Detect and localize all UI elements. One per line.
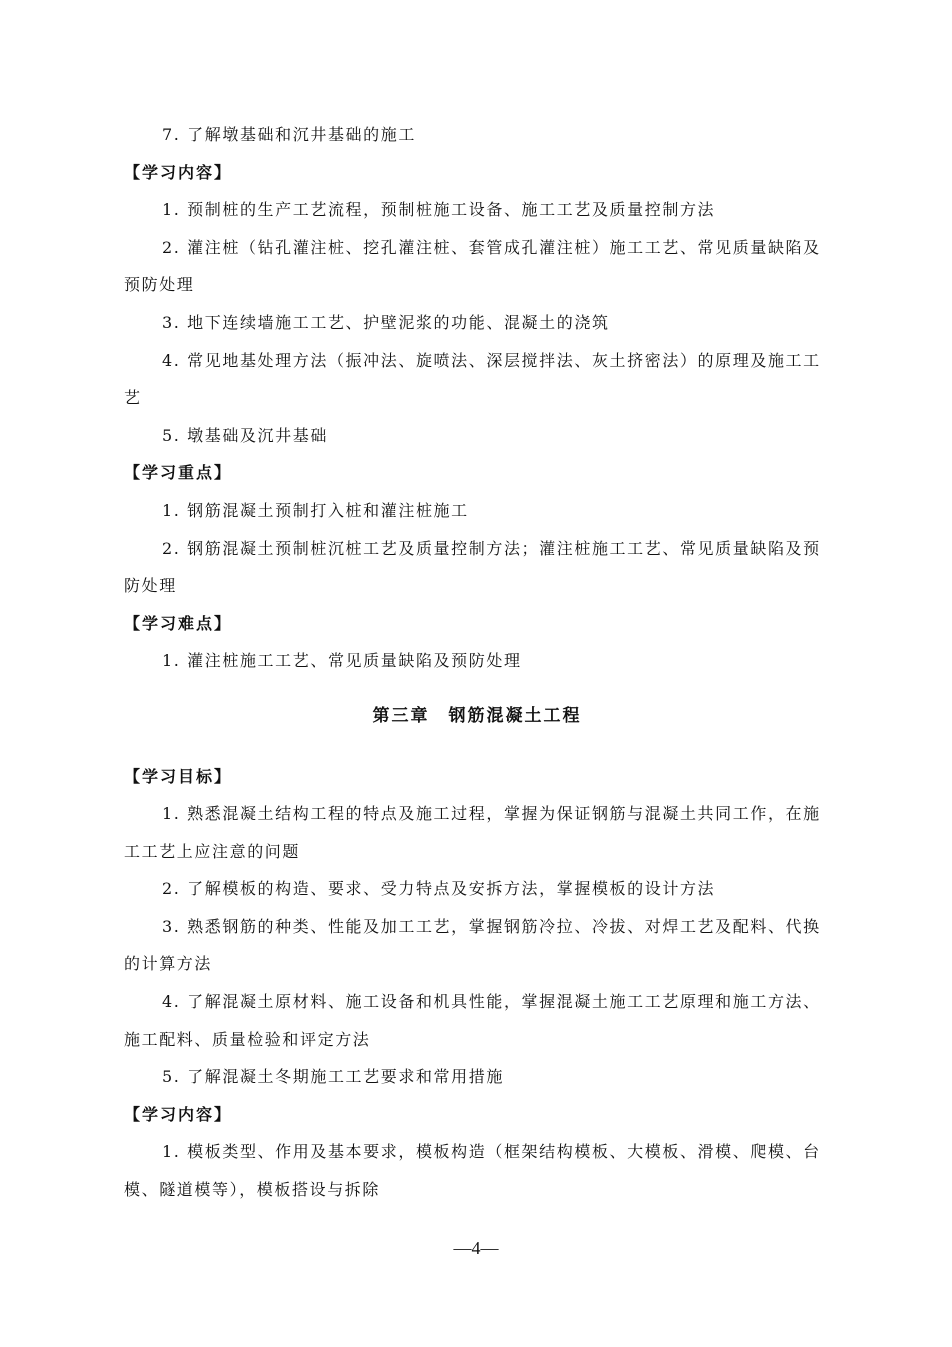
list-item: 1. 预制桩的生产工艺流程，预制桩施工设备、施工工艺及质量控制方法 [162, 200, 716, 220]
list-item: 3. 地下连续墙施工工艺、护壁泥浆的功能、混凝土的浇筑 [162, 312, 610, 332]
chapter-title: 第三章 钢筋混凝土工程 [372, 705, 582, 726]
list-item: 3. 熟悉钢筋的种类、性能及加工工艺，掌握钢筋冷拉、冷拔、对焊工艺及配料、代换的计算方法 [124, 916, 821, 974]
list-item: 5. 墩基础及沉井基础 [162, 425, 328, 445]
list-item: 1. 灌注桩施工工艺、常见质量缺陷及预防处理 [162, 651, 522, 671]
list-item: 2. 钢筋混凝土预制桩沉桩工艺及质量控制方法；灌注桩施工工艺、常见质量缺陷及预防处理 [124, 538, 821, 596]
page-number: —4— [453, 1238, 499, 1258]
list-item: 4. 常见地基处理方法（振冲法、旋喷法、深层搅拌法、灰土挤密法）的原理及施工工艺 [124, 350, 821, 408]
list-item: 1. 模板类型、作用及基本要求，模板构造（框架结构模板、大模板、滑模、爬模、台模、隧道模等），模板搭设与拆除 [124, 1142, 821, 1200]
list-item: 1. 钢筋混凝土预制打入桩和灌注桩施工 [162, 500, 469, 520]
list-item: 7. 了解墩基础和沉井基础的施工 [162, 125, 416, 144]
list-item: 1. 熟悉混凝土结构工程的特点及施工过程，掌握为保证钢筋与混凝土共同工作，在施工工艺上应注意的问题 [124, 804, 821, 861]
section-heading: 【学习难点】 [124, 613, 233, 633]
list-item: 2. 了解模板的构造、要求、受力特点及安拆方法，掌握模板的设计方法 [162, 879, 716, 899]
section-heading: 【学习目标】 [124, 766, 233, 786]
list-item: 2. 灌注桩（钻孔灌注桩、挖孔灌注桩、套管成孔灌注桩）施工工艺、常见质量缺陷及预防处理 [124, 237, 821, 295]
section-heading: 【学习重点】 [124, 463, 233, 483]
list-item: 4. 了解混凝土原材料、施工设备和机具性能，掌握混凝土施工工艺原理和施工方法、施工配料、质量检验和评定方法 [124, 992, 821, 1049]
list-item: 5. 了解混凝土冬期施工工艺要求和常用措施 [162, 1067, 504, 1087]
page-content [124, 116, 830, 1209]
section-heading: 【学习内容】 [124, 1104, 233, 1124]
section-heading: 【学习内容】 [124, 162, 233, 182]
